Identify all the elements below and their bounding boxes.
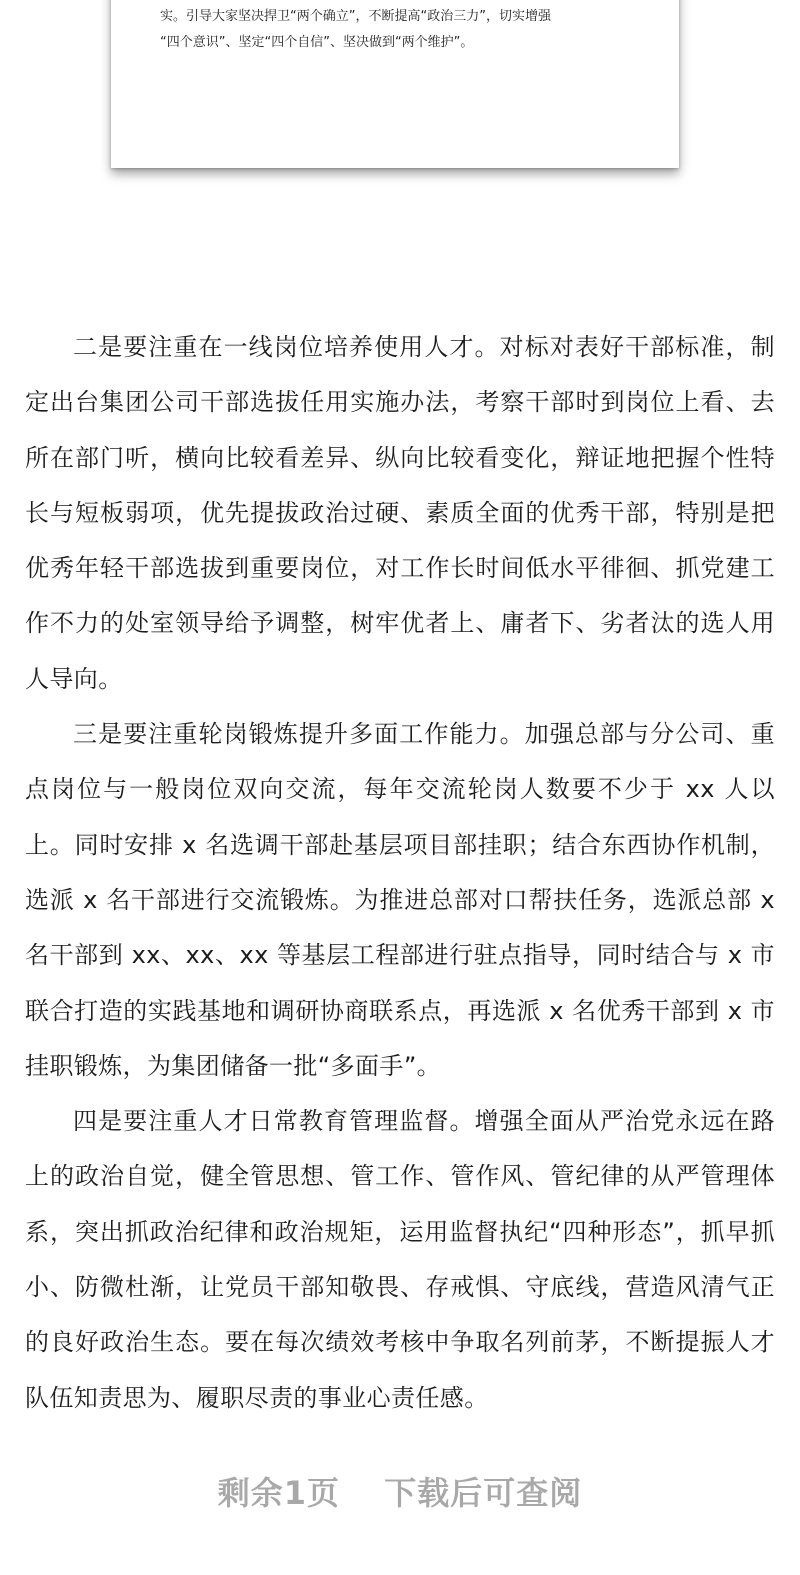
preview-card — [111, 0, 679, 168]
paragraph: 二是要注重在一线岗位培养使用人才。对标对表好干部标准，制定出台集团公司干部选拔任用实施办法，考察干部时到岗位上看、去所在部门听，横向比较看差异、纵向比较看变化，辩证地把握个性特长与短板弱项，优先提拔政治过硬、素质全面的优秀干部，特别是把优秀年轻干部选拔到重要岗位，对工作长时间低水平徘徊、抓党建工作不力的处室领导给予调整，树牢优者上、庸者下、劣者汰的选人用人导向。 — [25, 333, 775, 693]
preview-text — [160, 4, 660, 56]
preview-line: 实。引导大家坚决捍卫“两个确立”，不断提高“政治三力”，切实增强 — [160, 9, 551, 24]
remaining-pages-label: 剩余1页 — [217, 1474, 341, 1512]
paragraph: 三是要注重轮岗锻炼提升多面工作能力。加强总部与分公司、重点岗位与一般岗位双向交流，每年交流轮岗人数要不少于 xx 人以上。同时安排 x 名选调干部赴基层项目部挂职；结合东西协作机制，选派 x 名干部进行交流锻炼。为推进总部对口帮扶任务，选派总部 x 名干部到 xx、xx、xx 等基层工程部进行驻点指导，同时结合与 x 市联合打造的实践基地和调研协商联系点，再选派 x 名优秀干部到 x 市挂职锻炼，为集团储备一批“多面手”。 — [25, 720, 775, 1080]
download-prompt[interactable] — [0, 1468, 800, 1514]
paragraph: 四是要注重人才日常教育管理监督。增强全面从严治党永远在路上的政治自觉，健全管思想、管工作、管作风、管纪律的从严管理体系，突出抓政治纪律和政治规矩，运用监督执纪“四种形态”，抓早抓小、防微杜渐，让党员干部知敬畏、存戒惧、守底线，营造风清气正的良好政治生态。要在每次绩效考核中争取名列前茅，不断提振人才队伍知责思为、履职尽责的事业心责任感。 — [25, 1107, 775, 1412]
preview-line: “四个意识”、坚定“四个自信”、坚决做到“两个维护”。 — [160, 35, 474, 50]
document-body — [25, 320, 775, 1426]
download-to-read-label[interactable]: 下载后可查阅 — [384, 1474, 583, 1512]
